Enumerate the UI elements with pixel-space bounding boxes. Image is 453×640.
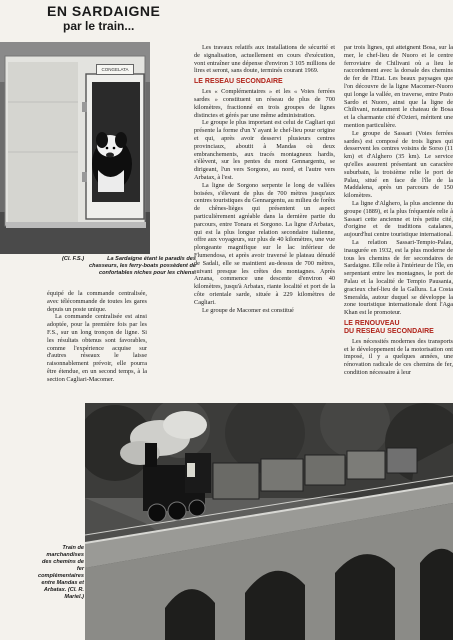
column-3 (344, 44, 453, 402)
photo-train-viaduct (85, 403, 453, 640)
photo-train-viaduct-image (85, 403, 453, 640)
col2-paragraph: Le groupe de Macomer est constitué (202, 306, 294, 314)
title-line-2: par le train... (63, 19, 135, 33)
col3-paragraph: La relation Sassari-Tempio-Palau, inaugurée en 1932, est la plus moderne de tous les chemins de fer secondaires de Sardaigne. Elle relie à l'intérieur de l'île, en serpentant entre les montagnes, le port de Palau et la localité de Tempio Pausania, gracieux chef-lieu de la Gallura. La Costa Smeralda, autour duquel se développe la zone touristique internationale dont l'Aga Khan est le promoteur. (344, 238, 453, 317)
heading-renouveau-line1: LE RENOUVEAU (344, 319, 400, 327)
photo2-credit: (Cl. R. Mariel.) (64, 587, 84, 600)
photo1-credit: (Cl. F.S.) (62, 256, 85, 262)
col2-intro: Les travaux relatifs aux installations de sécurité et de signalisation, actuellement en cours d'exécution, vont entraîner une dépense d'environ 3 105 millions de lires et seront, sans doute, terminés courant 1969. (194, 44, 335, 75)
col1-paragraph: La commande centralisée est ainsi adoptée, pour la première fois par les F.S., sur un long tronçon de ligne. Si les résultats obtenus sont favorables, comme l'expérience acquise sur d'autres réseaux le laisse raisonnablement prévoir, elle pourra être étendue, en un second temps, à la section Cagliari-Macomer. (47, 313, 147, 383)
photo-dog-kennel (0, 42, 150, 254)
photo1-caption-text: La Sardaigne étant le paradis des chasseurs, les ferry-boats possèdent de confortables niches pour les chiens. (89, 256, 196, 276)
col2-paragraph: Le groupe le plus important est celui de Cagliari qui présente la forme d'un Y ayant le chef-lieu pour origine et qui, après avoir desservi plusieurs centres provinciaux, aboutit à Mandas où deux embranchements, aux tracés montagneux hardis, s'élèvent, sur les pentes du mont Gennargentu, se dirigeant, l'un vers Sorgono, au nord, et l'autre vers Arbatax, à l'est. (194, 119, 335, 181)
heading-renouveau-line2: DU RESEAU SECONDAIRE (344, 327, 434, 335)
col2-paragraph: Les « Complémentaires » et les « Voies ferrées sardes » constituent un réseau de plus de 700 kilomètres, fractionné en trois groupes de lignes distinctes et gérés par une même administration. (194, 88, 335, 119)
article-title (47, 4, 207, 34)
col3-paragraph: Les nécessités modernes des transports et le développement de la motorisation ont imposé, il y a quelques années, une rénovation radicale de ces chemins de fer, condition nécessaire à leur (344, 337, 453, 377)
photo1-caption (62, 256, 196, 277)
photo2-caption (38, 545, 84, 601)
col3-paragraph: par trois lignes, qui atteignent Bosa, sur la mer, le chef-lieu de Nuoro et le centre ferroviaire de Chilivani où a lieu le raccordement avec la dorsale des chemins de fer de l'Etat. Les beaux paysages que l'on découvre de la ligne Macomer-Nuoro qui longe la vallée, en traverse, entre Prato Sardo et Nuoro, ainsi que la ligne de Chilivani, notamment le chateau de Bosa et la charmante cité d'Ozieri, méritent une mention particulière. (344, 44, 453, 129)
heading-reseau-secondaire: LE RESEAU SECONDAIRE (194, 78, 283, 86)
col3-paragraph: Le groupe de Sassari (Voies ferrées sardes) est composé de trois lignes qui desservent les centres voisins de Sorso (11 km) et d'Alghero (35 km). Le service qu'elles assurent présentant un caractère suburbain, la troisième relie le port de Palau, situé en face de l'île de la Maddalena, après un parcours de 150 kilomètres. (344, 129, 453, 200)
kennel-sign: CONGELATA (96, 64, 134, 75)
col1-paragraph: équipé de la commande centralisée, avec télécommande de toutes les gares depuis un poste unique. (47, 290, 147, 313)
column-2 (194, 44, 335, 314)
col3-paragraph: La ligne d'Alghero, la plus ancienne du groupe (1889), et la plus fréquentée relie à Sassari cette ancienne et très petite cité, d'origine et de traditions catalanes, aujourd'hui centre touristique international. (344, 199, 453, 239)
photo2-caption-text: Train de marchandises des chemins de fer complémentaires entre Mandas et Arbatax. (38, 545, 85, 593)
col2-paragraph: La ligne de Sorgono serpente le long de vallées boisées, s'élevant de plus de 700 mètres jusqu'aux centres touristiques du Gennargentu, au milieu de forêts de chênes-lièges qui présentent un aspect particulièrement agréable dans la dernière partie du parcours, entre Tonara et Sorgono. La ligne d'Arbatax, qui est la plus longue relation secondaire italienne, offre aux voyageurs, sur plus de 40 kilomètres, une vue plongeante magnifique sur le lac inférieur de Flumendosa, et après avoir traversé le plateau dénudé de Sadali, elle se maintient au-dessus de 700 mètres, suivant presque les crêtes des montagnes. Après Arzana, commence une descente d'environ 40 kilomètres, jusqu'à Arbatax, riante localité et port de la côte orientale sarde, située à 229 kilomètres de Cagliari. (194, 181, 335, 306)
title-line-1: EN SARDAIGNE (47, 3, 161, 19)
column-1 (47, 290, 147, 384)
